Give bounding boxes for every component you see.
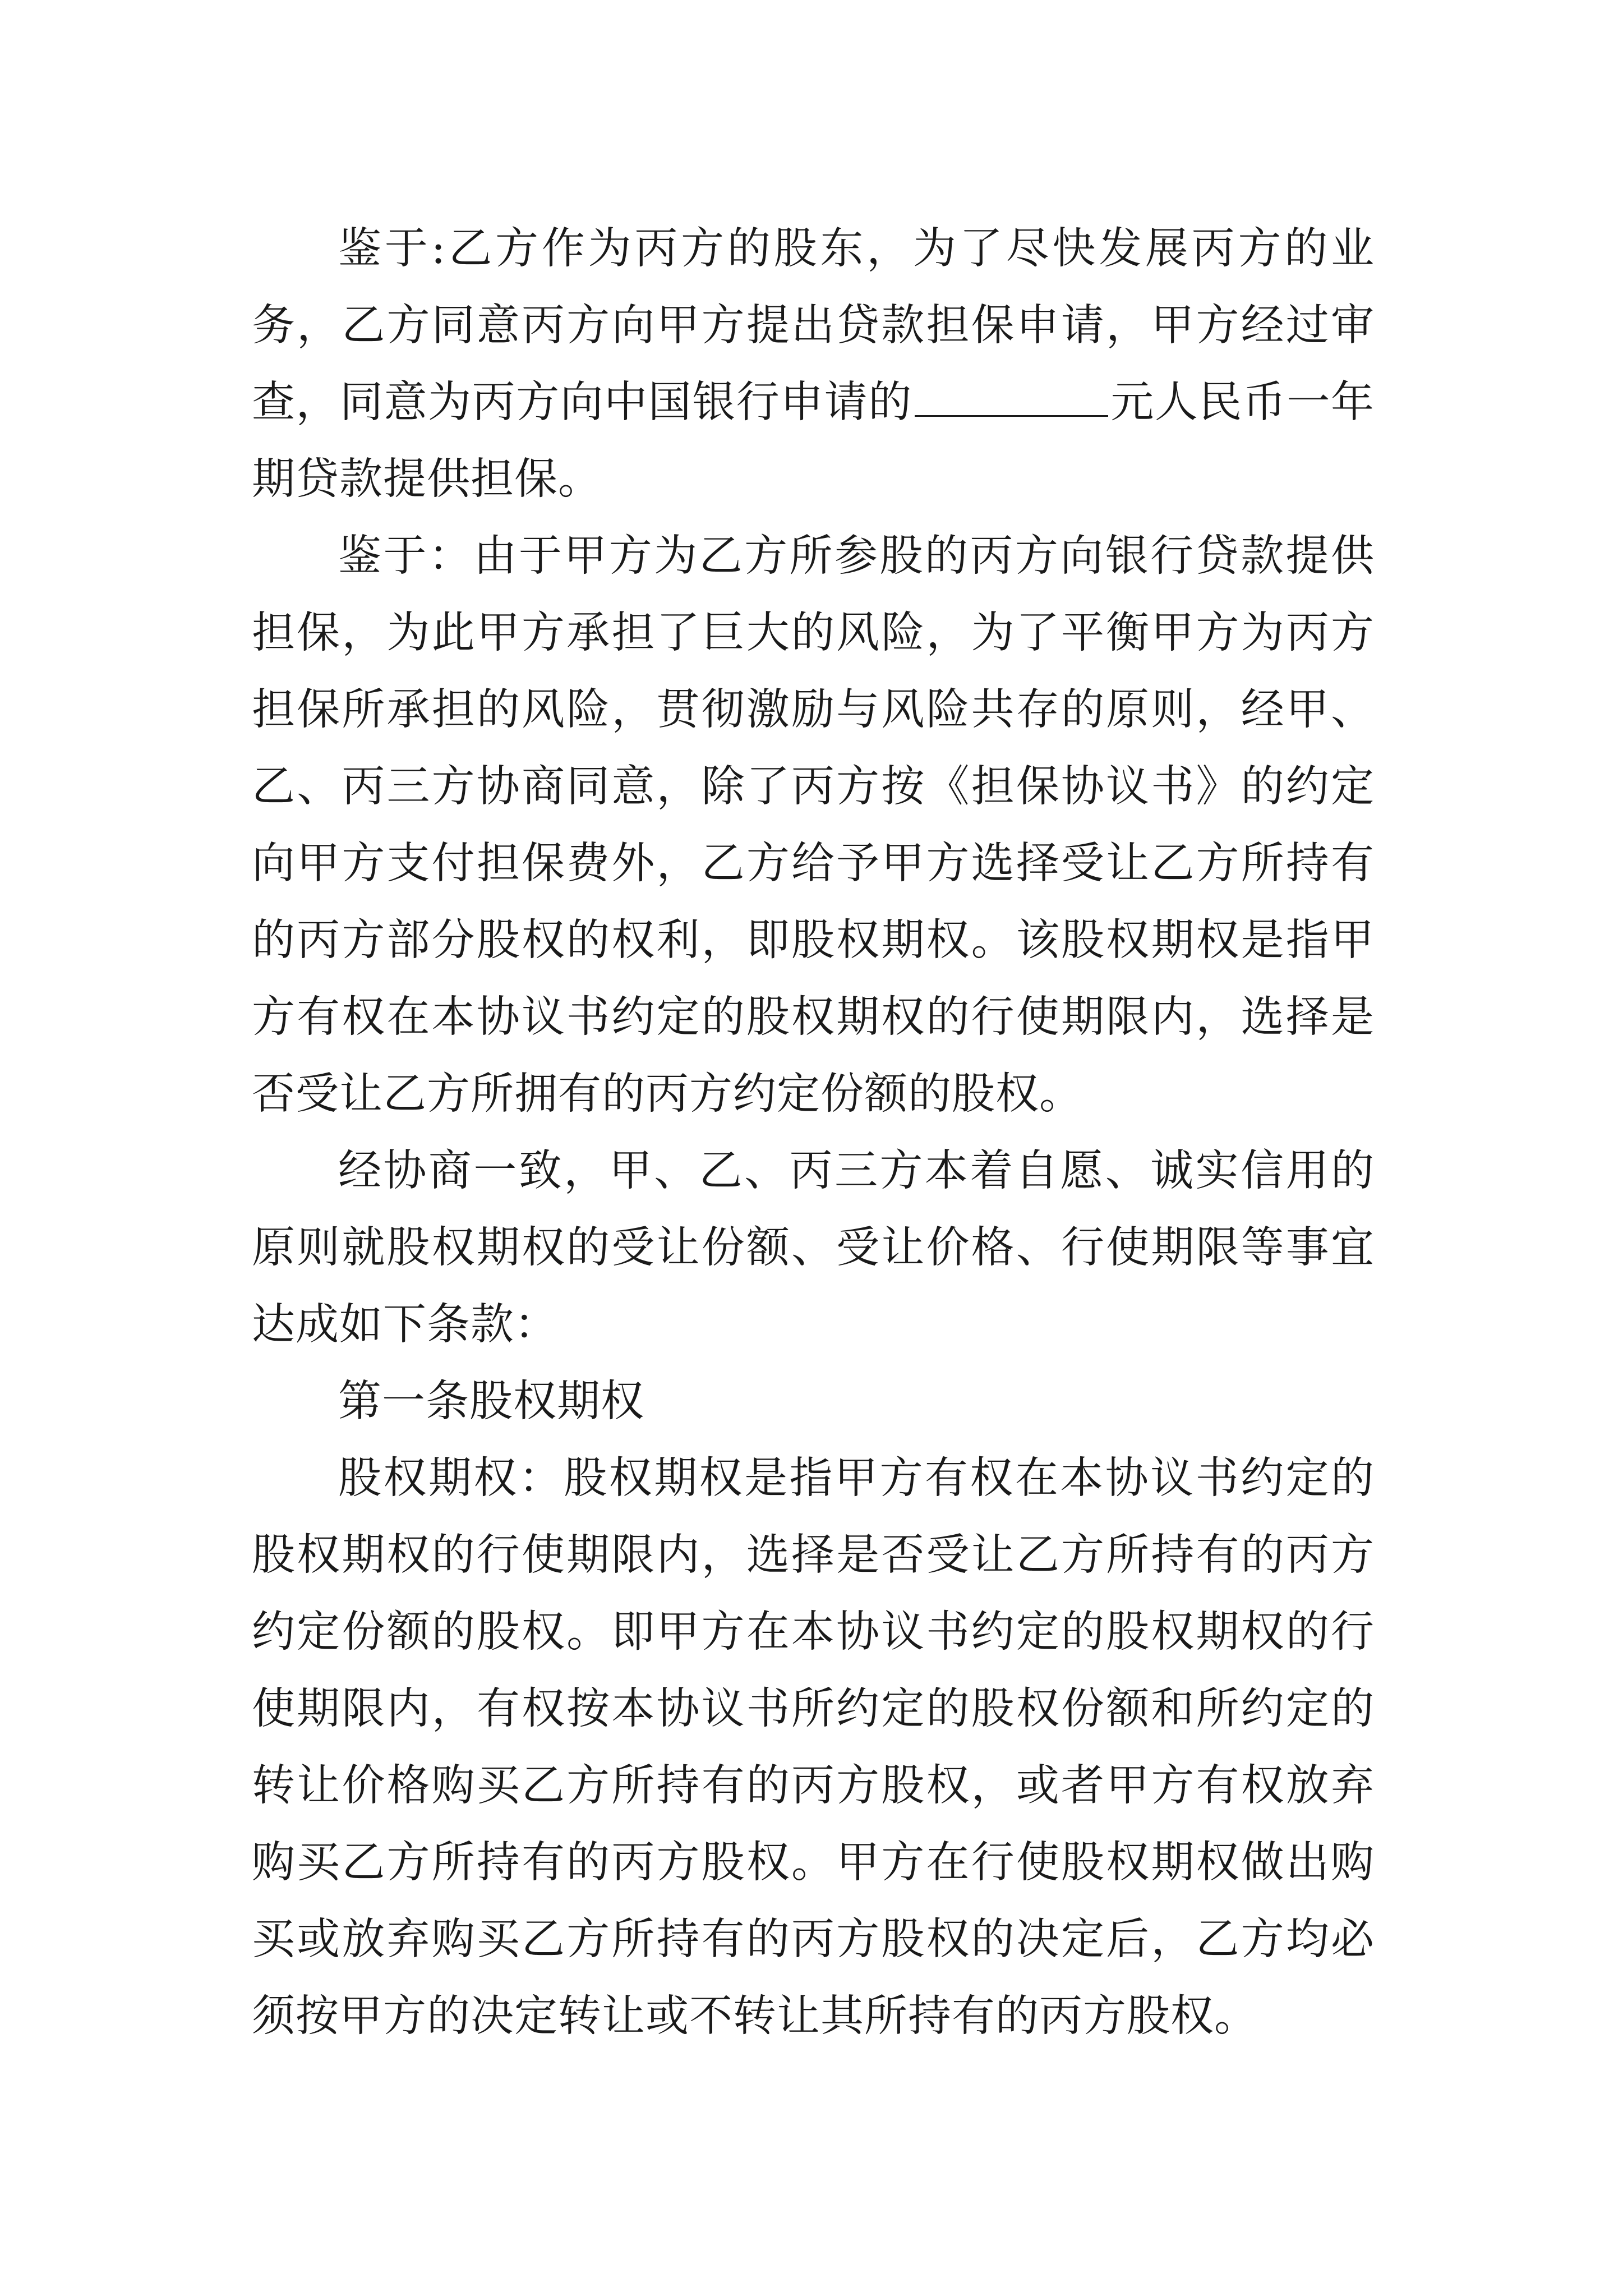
article-heading: 第一条股权期权 — [338, 1377, 644, 1427]
paragraph-agreement-intro: 经协商一致，甲、乙、丙三方本着自愿、诚实信用的原则就股权期权的受让份额、受让价格、行使期限等事宜达成如下条款： — [252, 1146, 1375, 1350]
paragraph-whereas-guarantee — [252, 210, 1375, 518]
document-body — [252, 210, 1375, 2055]
amount-blank-field[interactable] — [915, 415, 1108, 417]
paragraph-whereas-option: 鉴于：由于甲方为乙方所参股的丙方向银行贷款提供担保，为此甲方承担了巨大的风险，为了平衡甲方为丙方担保所承担的风险，贯彻激励与风险共存的原则，经甲、乙、丙三方协商同意，除了丙方按《担保协议书》的约定向甲方支付担保费外，乙方给予甲方选择受让乙方所持有的丙方部分股权的权利，即股权期权。该股权期权是指甲方有权在本协议书约定的股权期权的行使期限内，选择是否受让乙方所拥有的丙方约定份额的股权。 — [252, 531, 1375, 1119]
paragraph-text-after-blank: 元人民币一年期贷款提供担保。 — [252, 378, 1375, 504]
paragraph-option-definition: 股权期权：股权期权是指甲方有权在本协议书约定的股权期权的行使期限内，选择是否受让乙方所持有的丙方约定份额的股权。即甲方在本协议书约定的股权期权的行使期限内，有权按本协议书所约定的股权份额和所约定的转让价格购买乙方所持有的丙方股权，或者甲方有权放弃购买乙方所持有的丙方股权。甲方在行使股权期权做出购买或放弃购买乙方所持有的丙方股权的决定后，乙方均必须按甲方的决定转让或不转让其所持有的丙方股权。 — [252, 1453, 1375, 2041]
paragraph-text-before-blank: 鉴于:乙方作为丙方的股东，为了尽快发展丙方的业务，乙方同意丙方向甲方提出贷款担保申请，甲方经过审查，同意为丙方向中国银行申请的 — [252, 224, 1375, 427]
